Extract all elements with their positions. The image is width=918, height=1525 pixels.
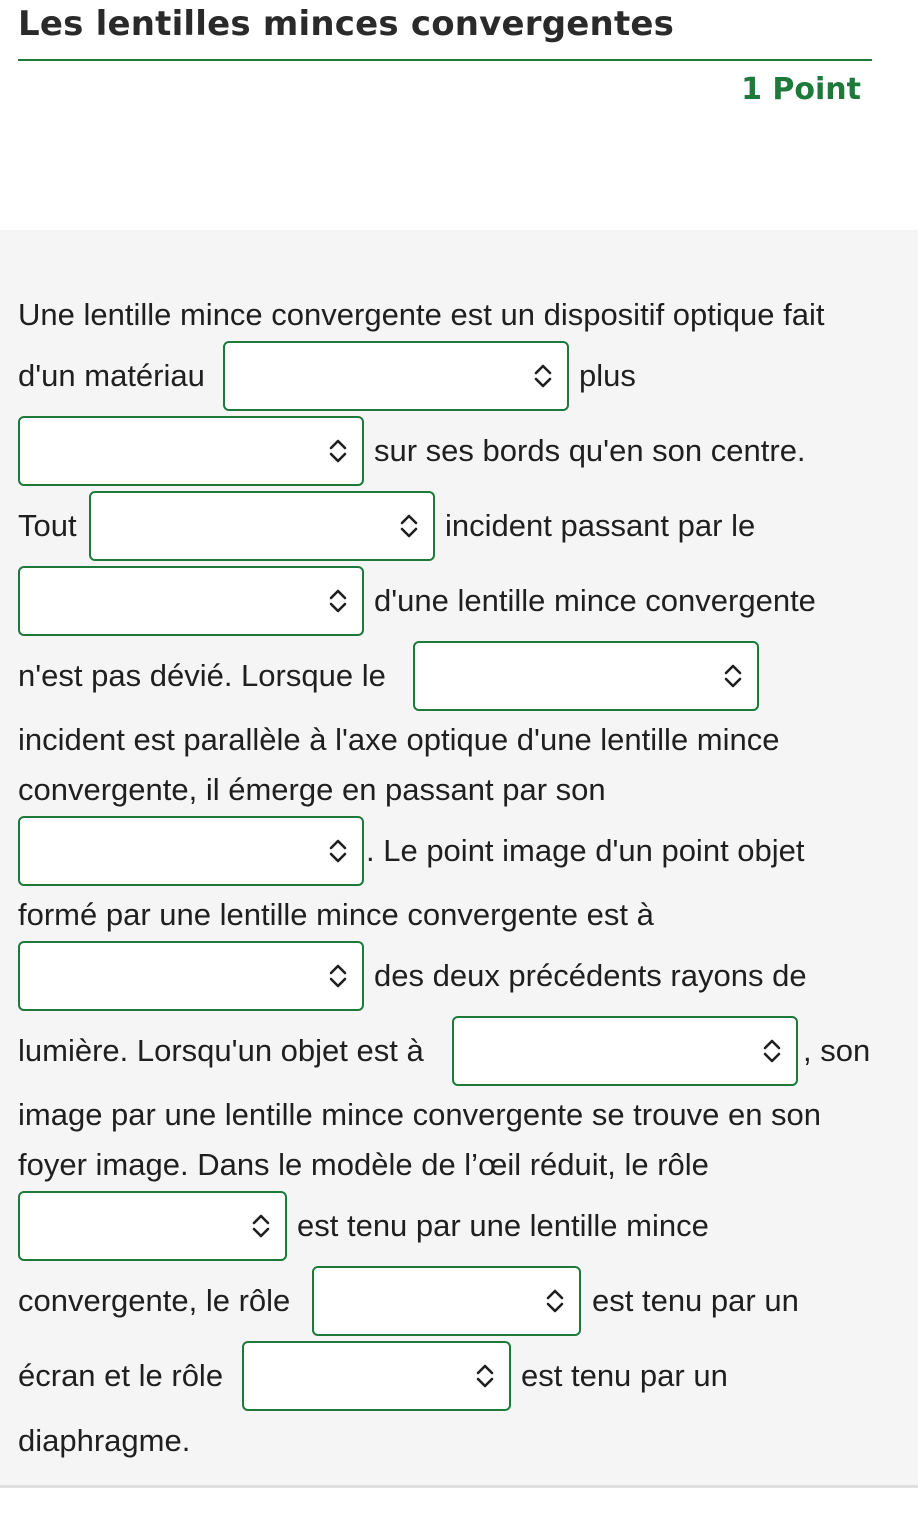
dropdown-6[interactable] xyxy=(18,816,364,886)
question-text: plus xyxy=(579,358,636,393)
text-line xyxy=(18,1094,821,1136)
text-line xyxy=(374,430,806,472)
chevron-updown-icon xyxy=(328,588,348,614)
question-text: convergente, il émerge en passant par son xyxy=(18,772,606,807)
chevron-updown-icon xyxy=(399,513,419,539)
chevron-updown-icon xyxy=(328,963,348,989)
question-text: des deux précédents rayons de xyxy=(374,958,807,993)
dropdown-5[interactable] xyxy=(413,641,759,711)
question-text: image par une lentille mince convergente se trouve en son xyxy=(18,1097,822,1132)
chevron-updown-icon xyxy=(328,838,348,864)
question-text: d'un matériau xyxy=(18,358,205,393)
chevron-updown-icon xyxy=(723,663,743,689)
dropdown-10[interactable] xyxy=(312,1266,581,1336)
question-text: Tout xyxy=(18,508,77,543)
dropdown-7[interactable] xyxy=(18,941,364,1011)
question-header xyxy=(0,0,918,230)
question-text: est tenu par un xyxy=(521,1358,728,1393)
chevron-updown-icon xyxy=(545,1288,565,1314)
text-line xyxy=(445,505,755,547)
text-line xyxy=(18,894,654,936)
text-line xyxy=(521,1355,728,1397)
text-line xyxy=(374,580,816,622)
text-line xyxy=(592,1280,799,1322)
chevron-updown-icon xyxy=(328,438,348,464)
text-line xyxy=(18,719,779,761)
question-text: . Le point image d'un point objet xyxy=(366,833,805,868)
question-text: diaphragme. xyxy=(18,1423,191,1458)
question-text: sur ses bords qu'en son centre. xyxy=(374,433,806,468)
chevron-updown-icon xyxy=(533,363,553,389)
question-text: Une lentille mince convergente est un dispositif optique fait xyxy=(18,297,825,332)
question-text: d'une lentille mince convergente xyxy=(374,583,816,618)
text-line xyxy=(18,655,386,697)
text-line xyxy=(18,505,77,547)
question-text: est tenu par un xyxy=(592,1283,799,1318)
text-line xyxy=(18,355,205,397)
dropdown-11[interactable] xyxy=(242,1341,511,1411)
question-text: incident est parallèle à l'axe optique d'une lentille mince xyxy=(18,722,780,757)
text-line xyxy=(366,830,805,872)
dropdown-3[interactable] xyxy=(89,491,435,561)
question-text: convergente, le rôle xyxy=(18,1283,291,1318)
dropdown-8[interactable] xyxy=(452,1016,798,1086)
question-text: est tenu par une lentille mince xyxy=(297,1208,709,1243)
text-line xyxy=(374,955,807,997)
question-text: foyer image. Dans le modèle de l’œil réduit, le rôle xyxy=(18,1147,709,1182)
page-title: Les lentilles minces convergentes xyxy=(18,4,675,44)
points-label: 1 Point xyxy=(741,72,861,107)
question-text: lumière. Lorsqu'un objet est à xyxy=(18,1033,424,1068)
question-text: formé par une lentille mince convergente est à xyxy=(18,897,654,932)
text-line xyxy=(18,769,606,811)
text-line xyxy=(18,1280,290,1322)
text-line xyxy=(18,1030,424,1072)
question-text: n'est pas dévié. Lorsque le xyxy=(18,658,386,693)
text-line xyxy=(18,1355,223,1397)
text-line xyxy=(18,1420,190,1462)
text-line xyxy=(297,1205,709,1247)
dropdown-2[interactable] xyxy=(18,416,364,486)
question-text: incident passant par le xyxy=(445,508,756,543)
panel-divider xyxy=(0,1485,918,1488)
text-line xyxy=(18,294,824,336)
text-line xyxy=(803,1030,870,1072)
chevron-updown-icon xyxy=(251,1213,271,1239)
question-text: , son xyxy=(803,1033,871,1068)
dropdown-9[interactable] xyxy=(18,1191,287,1261)
dropdown-4[interactable] xyxy=(18,566,364,636)
text-line xyxy=(579,355,636,397)
dropdown-1[interactable] xyxy=(223,341,569,411)
text-line xyxy=(18,1144,709,1186)
chevron-updown-icon xyxy=(762,1038,782,1064)
chevron-updown-icon xyxy=(475,1363,495,1389)
title-divider xyxy=(18,59,872,61)
question-text: écran et le rôle xyxy=(18,1358,224,1393)
